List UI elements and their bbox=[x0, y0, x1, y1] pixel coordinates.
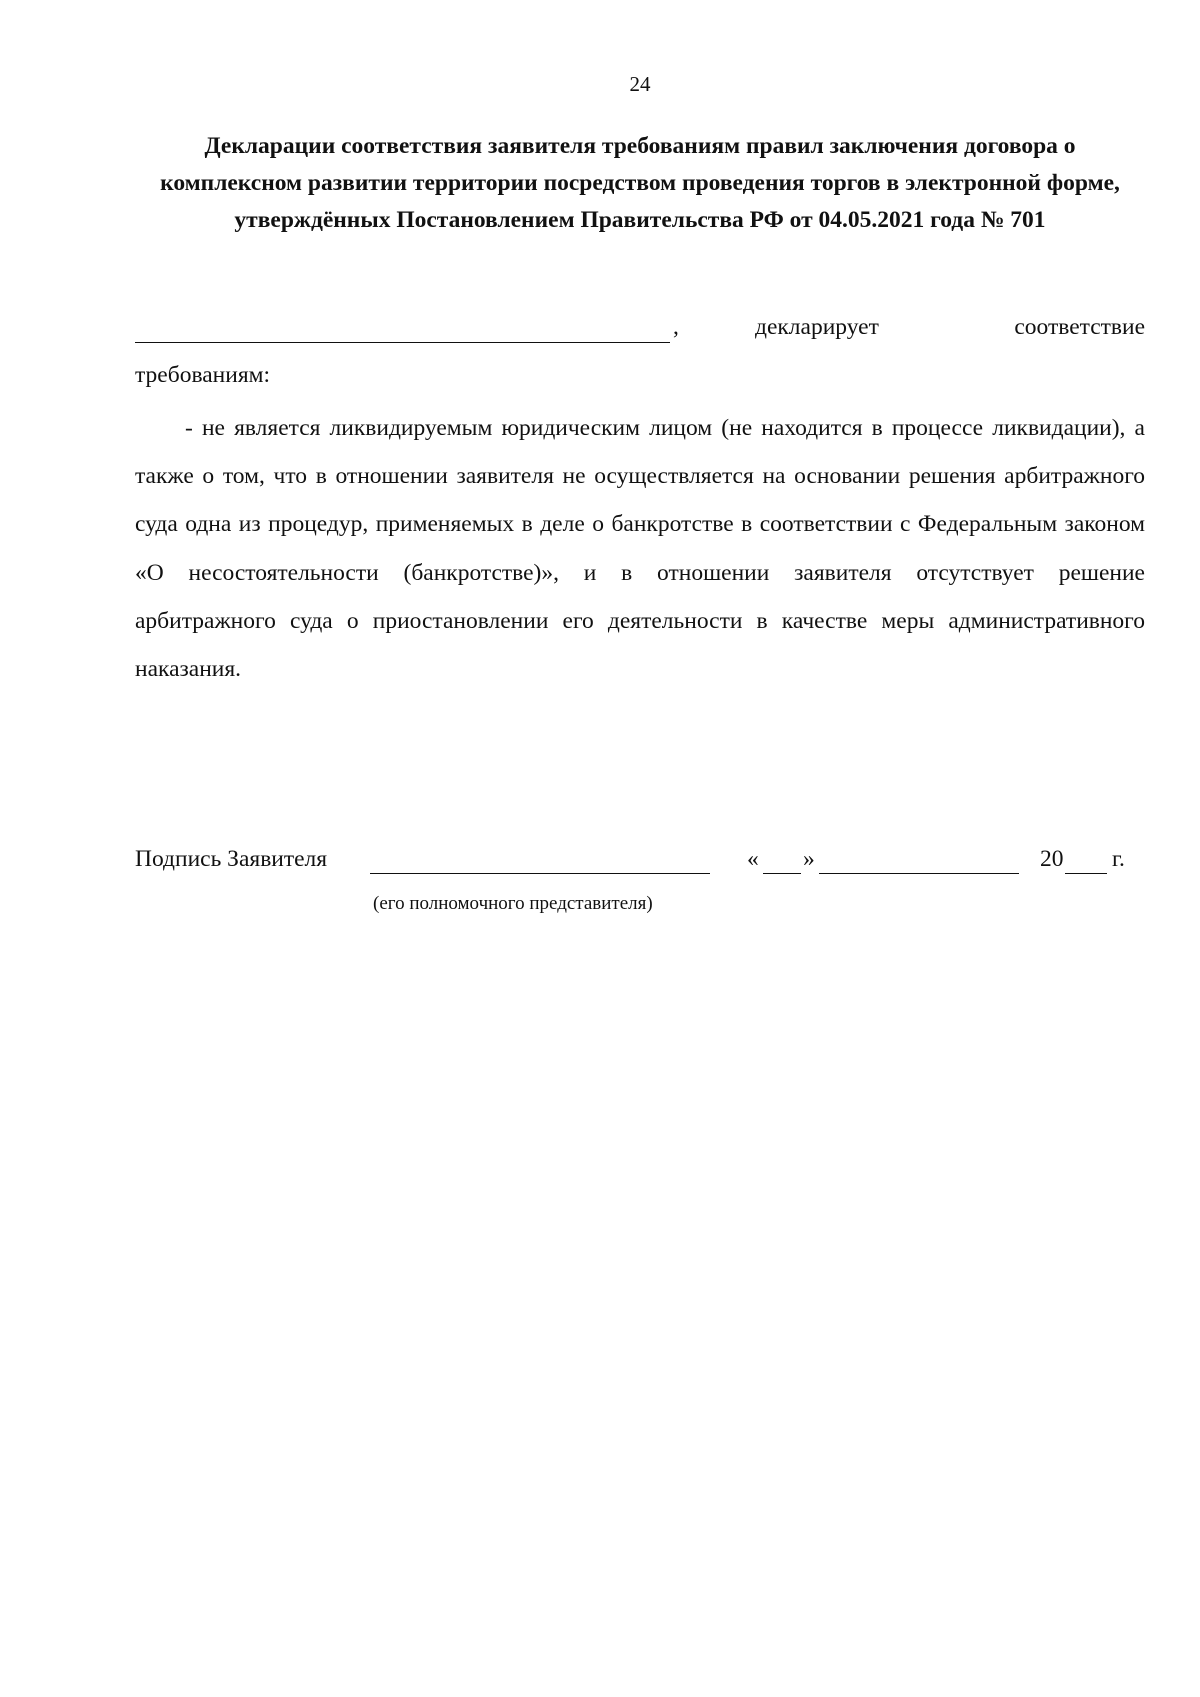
year-prefix: 20 bbox=[1040, 846, 1064, 872]
declaration-line bbox=[135, 312, 1145, 352]
page-number: 24 bbox=[629, 72, 651, 96]
signature-caption: (его полномочного представителя) bbox=[373, 893, 653, 914]
year-suffix: г. bbox=[1112, 846, 1125, 872]
declaration-comma: , bbox=[673, 314, 679, 340]
quote-open: « bbox=[747, 846, 759, 872]
year-blank[interactable] bbox=[1065, 873, 1107, 874]
declaration-verb: декларирует bbox=[755, 314, 879, 340]
month-blank[interactable] bbox=[819, 873, 1019, 874]
document-title: Декларации соответствия заявителя требованиям правил заключения договора о комплексном развитии территории посредством проведения торгов в электронной форме, утверждённых Постановлением Правительства РФ от 04.05.2021 года № 701 bbox=[160, 133, 1120, 233]
declaration-body: - не является ликвидируемым юридическим лицом (не находится в процессе ликвидации), а также о том, что в отношении заявителя не осуществляется на основании решения арбитражного суда одна из процедур, применяемых в деле о банкротстве в соответствии с Федеральным законом «О несостоятельности (банкротстве)», и в отношении заявителя отсутствует решение арбитражного суда о приостановлении его деятельности в качестве меры административного наказания. bbox=[135, 415, 1145, 683]
requirements-label: требованиям: bbox=[135, 362, 271, 388]
declaration-object: соответствие bbox=[1014, 314, 1145, 340]
signature-blank[interactable] bbox=[370, 873, 710, 874]
signature-row bbox=[135, 846, 1145, 886]
quote-close: » bbox=[803, 846, 815, 872]
signature-label: Подпись Заявителя bbox=[135, 846, 328, 872]
day-blank[interactable] bbox=[763, 873, 801, 874]
applicant-name-blank[interactable] bbox=[135, 342, 670, 343]
